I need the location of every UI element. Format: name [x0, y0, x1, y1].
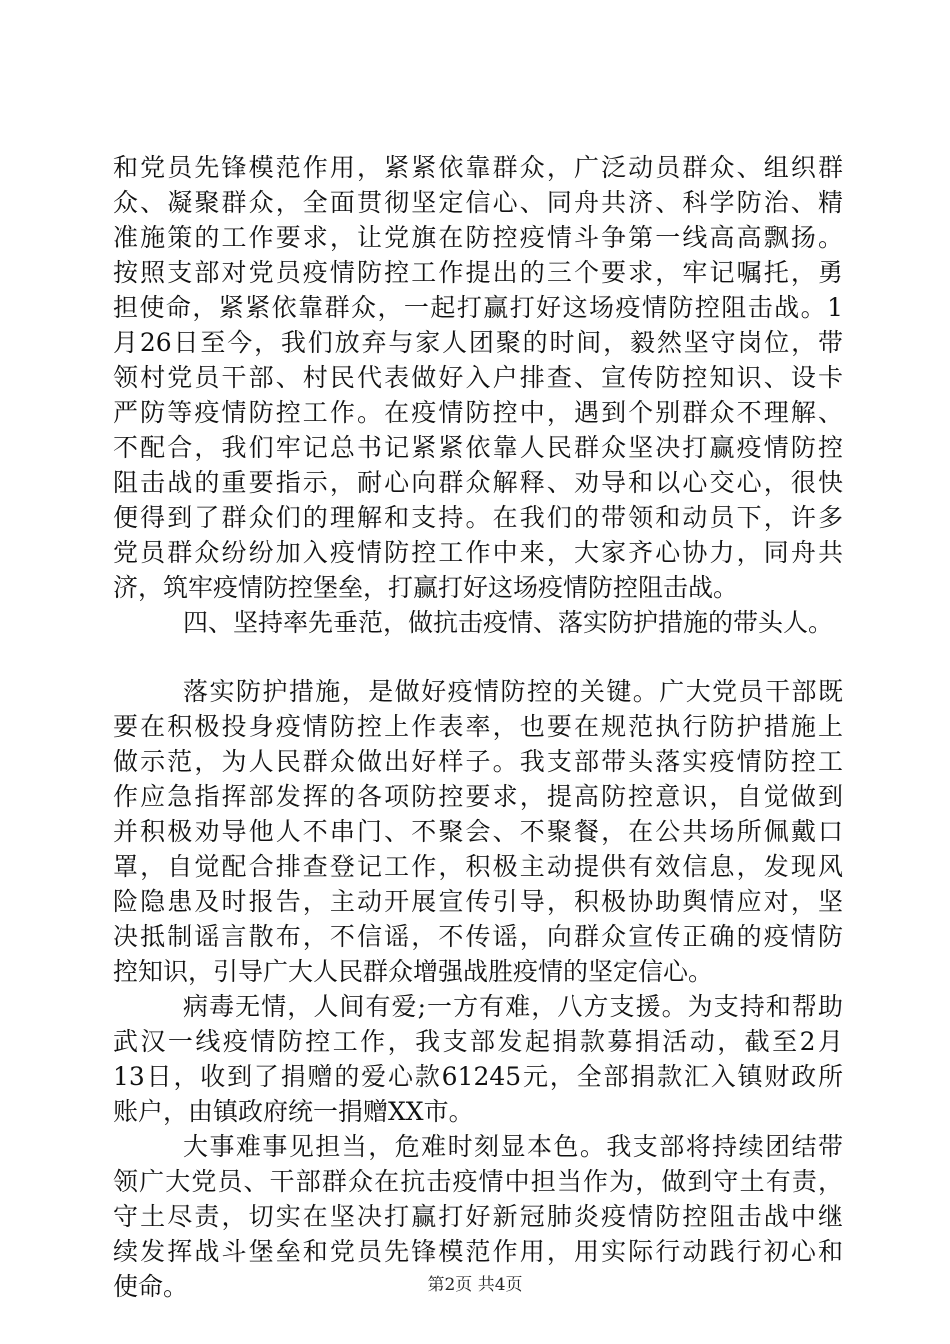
- text-line: 领村党员干部、村民代表做好入户排查、宣传防控知识、设卡: [113, 363, 843, 392]
- text-line: 续发挥战斗堡垒和党员先锋模范作用，用实际行动践行初心和: [113, 1237, 843, 1266]
- text-line: 要在积极投身疫情防控上作表率，也要在规范执行防护措施上: [113, 712, 843, 741]
- text-line: 月26日至今，我们放弃与家人团聚的时间，毅然坚守岗位，带: [113, 328, 843, 357]
- page-footer: [0, 1274, 950, 1296]
- text-line: 党员群众纷纷加入疫情防控工作中来，大家齐心协力，同舟共: [113, 538, 843, 567]
- text-line: 作应急指挥部发挥的各项防控要求，提高防控意识，自觉做到: [113, 782, 843, 811]
- text-line: 便得到了群众们的理解和支持。在我们的带领和动员下，许多: [113, 503, 843, 532]
- paragraph-spacer: [113, 640, 843, 674]
- text-line: 武汉一线疫情防控工作，我支部发起捐款募捐活动，截至2月: [113, 1027, 843, 1056]
- text-line: 严防等疫情防控工作。在疫情防控中，遇到个别群众不理解、: [113, 398, 843, 427]
- paragraph-protection-measures: [113, 674, 843, 989]
- text-line: 罩，自觉配合排查登记工作，积极主动提供有效信息，发现风: [113, 852, 843, 881]
- paragraph-continuation: [113, 150, 843, 605]
- paragraph-donation: [113, 989, 843, 1129]
- text-line: 13日，收到了捐赠的爱心款61245元，全部捐款汇入镇财政所: [113, 1062, 843, 1091]
- text-line: 领广大党员、干部群众在抗击疫情中担当作为，做到守土有责，: [113, 1167, 843, 1196]
- text-line: 大事难事见担当，危难时刻显本色。我支部将持续团结带: [183, 1132, 843, 1161]
- text-line: 账户，由镇政府统一捐赠XX市。: [113, 1097, 474, 1126]
- text-line: 和党员先锋模范作用，紧紧依靠群众，广泛动员群众、组织群: [113, 153, 843, 182]
- text-line: 担使命，紧紧依靠群众，一起打赢打好这场疫情防控阻击战。1: [113, 293, 843, 322]
- text-line: 险隐患及时报告，主动开展宣传引导，积极协助舆情应对，坚: [113, 887, 843, 916]
- section-heading: [113, 605, 843, 640]
- text-line: 病毒无情，人间有爱;一方有难，八方支援。为支持和帮助: [183, 992, 843, 1021]
- text-line: 阻击战的重要指示，耐心向群众解释、劝导和以心交心，很快: [113, 468, 843, 497]
- text-line: 使命。: [113, 1272, 189, 1301]
- section-heading-text: 四、坚持率先垂范，做抗击疫情、落实防护措施的带头人。: [183, 608, 834, 637]
- document-body: [113, 150, 843, 1304]
- text-line: 准施策的工作要求，让党旗在防控疫情斗争第一线高高飘扬。: [113, 223, 843, 252]
- text-line: 不配合，我们牢记总书记紧紧依靠人民群众坚决打赢疫情防控: [113, 433, 843, 462]
- text-line: 决抵制谣言散布，不信谣，不传谣，向群众宣传正确的疫情防: [113, 922, 843, 951]
- text-line: 众、凝聚群众，全面贯彻坚定信心、同舟共济、科学防治、精: [113, 188, 843, 217]
- text-line: 济，筑牢疫情防控堡垒，打赢打好这场疫情防控阻击战。: [113, 573, 739, 602]
- text-line: 控知识，引导广大人民群众增强战胜疫情的坚定信心。: [113, 957, 714, 986]
- text-line: 守土尽责，切实在坚决打赢打好新冠肺炎疫情防控阻击战中继: [113, 1202, 843, 1231]
- page-number: 第2页 共4页: [427, 1275, 523, 1295]
- text-line: 按照支部对党员疫情防控工作提出的三个要求，牢记嘱托，勇: [113, 258, 843, 287]
- text-line: 落实防护措施，是做好疫情防控的关键。广大党员干部既: [183, 677, 843, 706]
- text-line: 做示范，为人民群众做出好样子。我支部带头落实疫情防控工: [113, 747, 843, 776]
- text-line: 并积极劝导他人不串门、不聚会、不聚餐，在公共场所佩戴口: [113, 817, 843, 846]
